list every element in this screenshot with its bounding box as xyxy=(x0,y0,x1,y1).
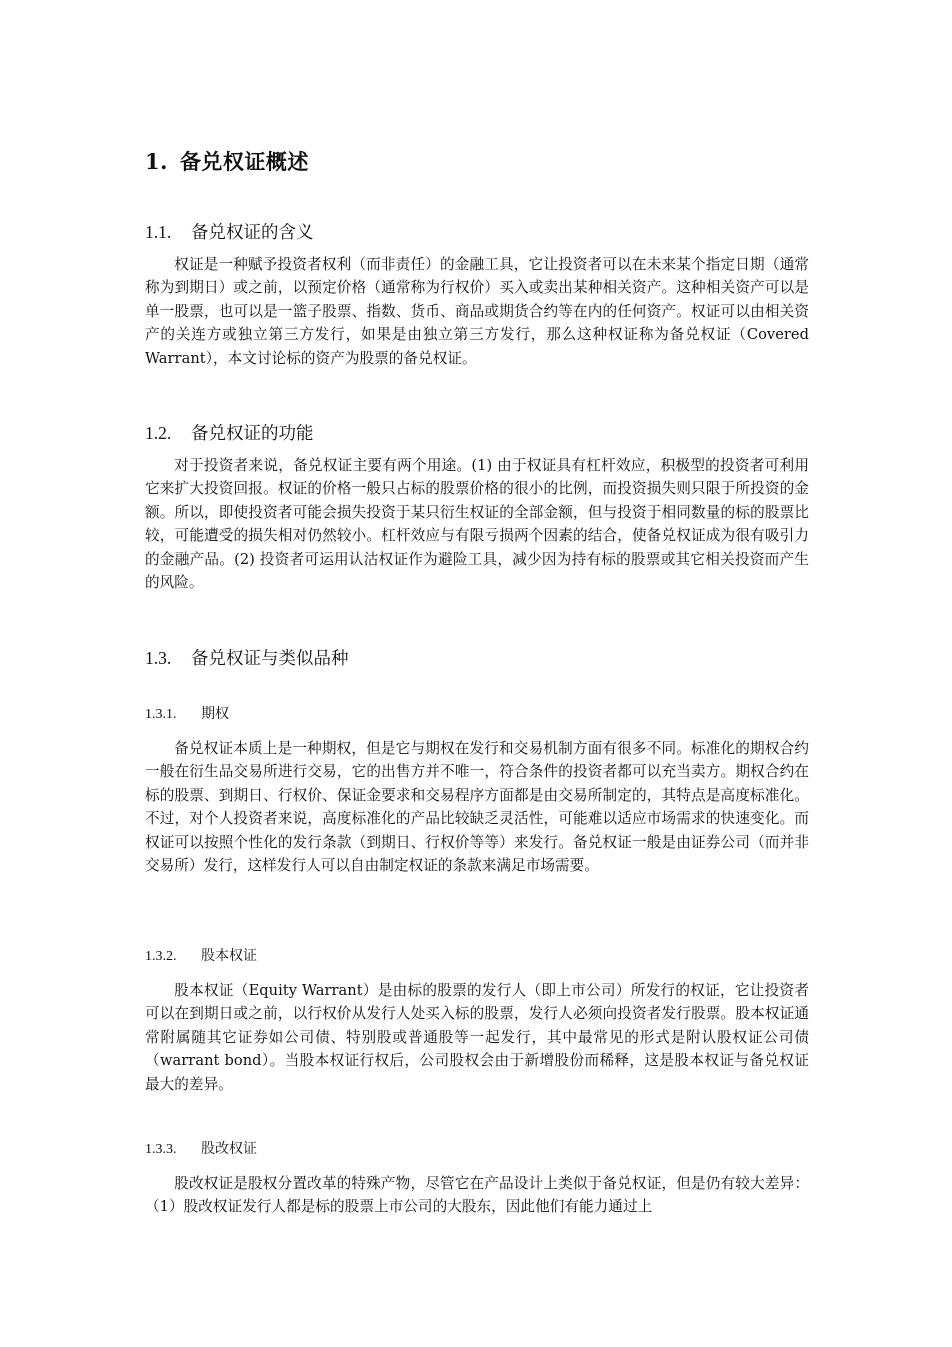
section-heading-1-3-1 xyxy=(145,703,229,723)
section-title: 股改权证 xyxy=(201,1141,257,1157)
section-number: 1.2. xyxy=(145,423,172,443)
paragraph-options: 备兑权证本质上是一种期权，但是它与期权在发行和交易机制方面有很多不同。标准化的期权合约一般在衍生品交易所进行交易，它的出售方并不唯一，符合条件的投资者都可以充当卖方。期权合约在标的股票、到期日、行权价、保证金要求和交易程序方面都是由交易所制定的，其特点是高度标准化。不过，对个人投资者来说，高度标准化的产品比较缺乏灵活性，可能难以适应市场需求的快速变化。而权证可以按照个性化的发行条款（到期日、行权价等等）来发行。备兑权证一般是由证券公司（而并非交易所）发行，这样发行人可以自由制定权证的条款来满足市场需要。 xyxy=(145,740,809,875)
section-heading-1-2 xyxy=(145,420,314,445)
section-title: 备兑权证的功能 xyxy=(191,424,314,444)
section-number: 1.3.3. xyxy=(145,1142,177,1157)
section-number: 1.1. xyxy=(145,222,172,242)
paragraph-function: 对于投资者来说，备兑权证主要有两个用途。(1) 由于权证具有杠杆效应，积极型的投资者可利用它来扩大投资回报。权证的价格一般只占标的股票价格的很小的比例，而投资损失则只限于所投资的金额。所以，即使投资者可能会损失投资于某只衍生权证的全部金额，但与投资于相同数量的标的股票比较，可能遭受的损失相对仍然较小。杠杆效应与有限亏损两个因素的结合，使备兑权证成为很有吸引力的金融产品。(2) 投资者可运用认沽权证作为避险工具，减少因为持有标的股票或其它相关投资而产生的风险。 xyxy=(145,457,809,592)
section-heading-1-3-2 xyxy=(145,945,257,965)
section-number: 1.3. xyxy=(145,648,172,668)
paragraph-equity-warrant: 股本权证（Equity Warrant）是由标的股票的发行人（即上市公司）所发行的权证，它让投资者可以在到期日或之前，以行权价从发行人处买入标的股票，发行人必须向投资者发行股票。股本权证通常附属随其它证券如公司债、特别股或普通股等一起发行，其中最常见的形式是附认股权证公司债（warrant bond）。当股本权证行权后，公司股权会由于新增股份而稀释，这是股本权证与备兑权证最大的差异。 xyxy=(145,982,809,1093)
paragraph-meaning: 权证是一种赋予投资者权利（而非责任）的金融工具，它让投资者可以在未来某个指定日期（通常称为到期日）或之前，以预定价格（通常称为行权价）买入或卖出某种相关资产。这种相关资产可以是单一股票，也可以是一篮子股票、指数、货币、商品或期货合约等在内的任何资产。权证可以由相关资产的关连方或独立第三方发行，如果是由独立第三方发行，那么这种权证称为备兑权证（Covered Warrant），本文讨论标的资产为股票的备兑权证。 xyxy=(145,256,809,367)
section-title: 期权 xyxy=(201,706,229,722)
section-number: 1.3.1. xyxy=(145,707,177,722)
section-heading-1-3 xyxy=(145,645,349,670)
section-title: 股本权证 xyxy=(201,948,257,964)
section-title: 备兑权证与类似品种 xyxy=(191,649,349,669)
section-number: 1. xyxy=(145,149,168,174)
section-title: 备兑权证的含义 xyxy=(191,223,314,243)
section-title: 备兑权证概述 xyxy=(179,149,309,174)
section-heading-1-1 xyxy=(145,219,314,244)
section-heading-1 xyxy=(145,146,309,176)
section-number: 1.3.2. xyxy=(145,949,177,964)
paragraph-reform-warrant: 股改权证是股权分置改革的特殊产物，尽管它在产品设计上类似于备兑权证，但是仍有较大差异：（1）股改权证发行人都是标的股票上市公司的大股东，因此他们有能力通过上 xyxy=(145,1175,809,1216)
section-heading-1-3-3 xyxy=(145,1138,257,1158)
